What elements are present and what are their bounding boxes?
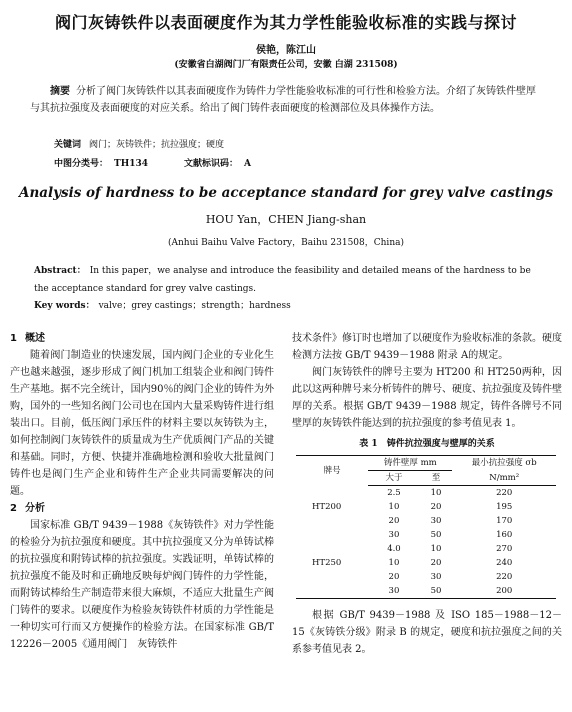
table-row <box>296 542 556 556</box>
table-cell-gt: 2.5 <box>387 488 401 498</box>
continued-paragraph: 技术条件》修订时也增加了以硬度作为验收标准的条款。硬度检测方法按 GB/T 9439－1988 附录 A的规定。 <box>292 333 562 361</box>
section-number: 1 <box>10 333 17 344</box>
table-cell-strength: 160 <box>496 530 513 540</box>
keywords-chinese-text: 阀门；灰铸铁件；抗拉强度；硬度 <box>89 140 225 150</box>
table-header-unit: N/mm² <box>452 471 556 486</box>
table-cell-grade <box>296 514 368 528</box>
authors-chinese: 侯艳，陈江山 <box>256 45 316 56</box>
table-cell-strength: 270 <box>496 544 513 554</box>
table-cell-gt: 30 <box>388 530 400 540</box>
section-title: 概述 <box>24 333 45 344</box>
table-row <box>296 514 556 528</box>
section-heading-overview <box>10 330 274 347</box>
table-cell-le: 20 <box>430 558 442 568</box>
analysis-paragraph: 国家标准 GB/T 9439－1988《灰铸铁件》对力学性能的检验分为抗拉强度和硬度。其中抗拉强度又分为单铸试棒的抗拉强度和附铸试棒的抗拉强度。实践证明，单铸试棒的抗拉强度不能及时和正确地反映每炉阀门铸件的力学性能，而附铸试棒给生产制造带来很大麻烦，不适应大批量生产阀门铸件的要求。以硬度作为检验灰铸铁件材质的力学性能是一种切实可行而又方便操作的检验方法。在国家标准 GB/T 12226－2005《通用阀门 灰铸铁件 <box>10 520 274 650</box>
table-cell-grade <box>296 486 368 501</box>
table-cell-gt: 4.0 <box>387 544 401 554</box>
table-cell-gt: 30 <box>368 584 419 599</box>
table-cell-grade <box>296 528 368 542</box>
clc-label: 中图分类号： <box>54 159 109 169</box>
table-row <box>296 556 556 570</box>
abstract-english <box>34 262 542 298</box>
doc-code-label: 文献标识码： <box>184 159 239 169</box>
table-caption: 表 1 铸件抗拉强度与壁厚的关系 <box>359 439 495 449</box>
table-cell-gt: 10 <box>388 558 400 568</box>
table-header-greater-than: 大于 <box>368 471 419 486</box>
keywords-english-label: Key words： <box>34 301 95 311</box>
table-header-up-to: 至 <box>420 471 453 486</box>
table-cell-strength: 240 <box>496 558 513 568</box>
keywords-chinese-label: 关键词 <box>54 140 82 150</box>
table-cell-strength: 200 <box>452 584 556 599</box>
table-row <box>296 570 556 584</box>
overview-paragraph: 随着阀门制造业的快速发展，国内阀门企业的专业化生产也越来越强，逐步形成了阀门机加工组装企业和阀门铸件生产基地。据不完全统计，国内90％的阀门企业的铸件为外购，国外的一些知名阀门公司也在国内大量采购铸件进行组装出口。目前，低压阀门承压件的材料主要以灰铸铁为主，如何控制阀门灰铸铁件的质量成为生产优质阀门产品的关键和基础。同时，方便、快捷并准确地检测和验收大批量阀门铸件也是阀门生产企业和铸件生产企业共同需要解决的问题。 <box>10 350 274 497</box>
table-cell-le: 30 <box>430 516 442 526</box>
hardness-relation-paragraph: 根据 GB/T 9439－1988 及 ISO 185－1988－12－15《灰铸铁分级》附录 B 的规定，硬度和抗拉强度之间的关系参考值见表 2。 <box>292 610 562 655</box>
body-column-left <box>10 330 274 653</box>
body-column-right <box>292 330 562 658</box>
table-row <box>296 528 556 542</box>
abstract-english-text: In this paper，we analyse and introduce the feasibility and detailed means of the hardness to be the acceptance standard for grey valve castings. <box>34 266 531 294</box>
table-cell-le: 10 <box>430 544 442 554</box>
table-cell-le: 50 <box>420 584 453 599</box>
title-english: Analysis of hardness to be acceptance standard for grey valve castings <box>19 185 553 201</box>
section-heading-analysis <box>10 500 274 517</box>
table-cell-grade: HT250 <box>312 558 342 568</box>
table-cell-strength: 195 <box>496 502 513 512</box>
authors-english: HOU Yan，CHEN Jiang-shan <box>205 213 367 226</box>
table-cell-le: 30 <box>430 572 442 582</box>
keywords-english-text: valve；grey castings；strength；hardness <box>98 301 291 311</box>
affiliation-chinese: (安徽省白湖阀门厂有限责任公司，安徽 白湖 231508) <box>174 60 398 70</box>
keywords-english <box>34 298 542 311</box>
table-cell-grade <box>296 542 368 556</box>
strength-thickness-table <box>296 455 556 599</box>
table-cell-strength: 170 <box>496 516 513 526</box>
table-header-thickness: 铸件壁厚 mm <box>368 456 452 471</box>
clc-value: TH134 <box>114 159 149 169</box>
table-header-strength: 最小抗拉强度 σb <box>452 456 556 471</box>
table-cell-strength: 220 <box>496 572 513 582</box>
table-cell-le: 50 <box>430 530 442 540</box>
table-cell-le: 10 <box>430 488 442 498</box>
table-header-grade: 牌号 <box>296 456 368 486</box>
section-number: 2 <box>10 503 17 514</box>
table-cell-gt: 10 <box>388 502 400 512</box>
section-title: 分析 <box>24 503 45 514</box>
table-cell-gt: 20 <box>388 572 400 582</box>
abstract-english-label: Abstract： <box>34 266 86 276</box>
abstract-chinese-label: 摘要 <box>50 86 70 97</box>
abstract-chinese <box>30 83 538 117</box>
table-row <box>296 486 556 501</box>
table-cell-grade: HT200 <box>312 502 342 512</box>
table-row <box>296 584 556 599</box>
classification-line <box>54 156 534 169</box>
doc-code-value: A <box>244 159 252 169</box>
title-chinese: 阀门灰铸铁件以表面硬度作为其力学性能验收标准的实践与探讨 <box>54 13 517 32</box>
table-cell-gt: 20 <box>388 516 400 526</box>
keywords-chinese <box>54 137 534 150</box>
grades-paragraph: 阀门灰铸铁件的牌号主要为 HT200 和 HT250两种，因此以这两种牌号来分析铸件的牌号、硬度、抗拉强度及铸件壁厚的关系。根据 GB/T 9439－1988 规定，铸件各牌号不同壁厚的灰铸铁件能达到的抗拉强度的参考值见表 1。 <box>292 367 562 429</box>
table-cell-strength: 220 <box>496 488 513 498</box>
table-cell-grade <box>296 584 368 599</box>
abstract-chinese-text: 分析了阀门灰铸铁件以其表面硬度作为铸件力学性能验收标准的可行性和检验方法。介绍了灰铸铁件壁厚与其抗拉强度及表面硬度的对应关系。给出了阀门铸件表面硬度的检测部位及具体操作方法。 <box>30 86 536 114</box>
table-row <box>296 500 556 514</box>
table-cell-grade <box>296 570 368 584</box>
affiliation-english: (Anhui Baihu Valve Factory，Baihu 231508，China) <box>167 238 404 248</box>
table-cell-le: 20 <box>430 502 442 512</box>
